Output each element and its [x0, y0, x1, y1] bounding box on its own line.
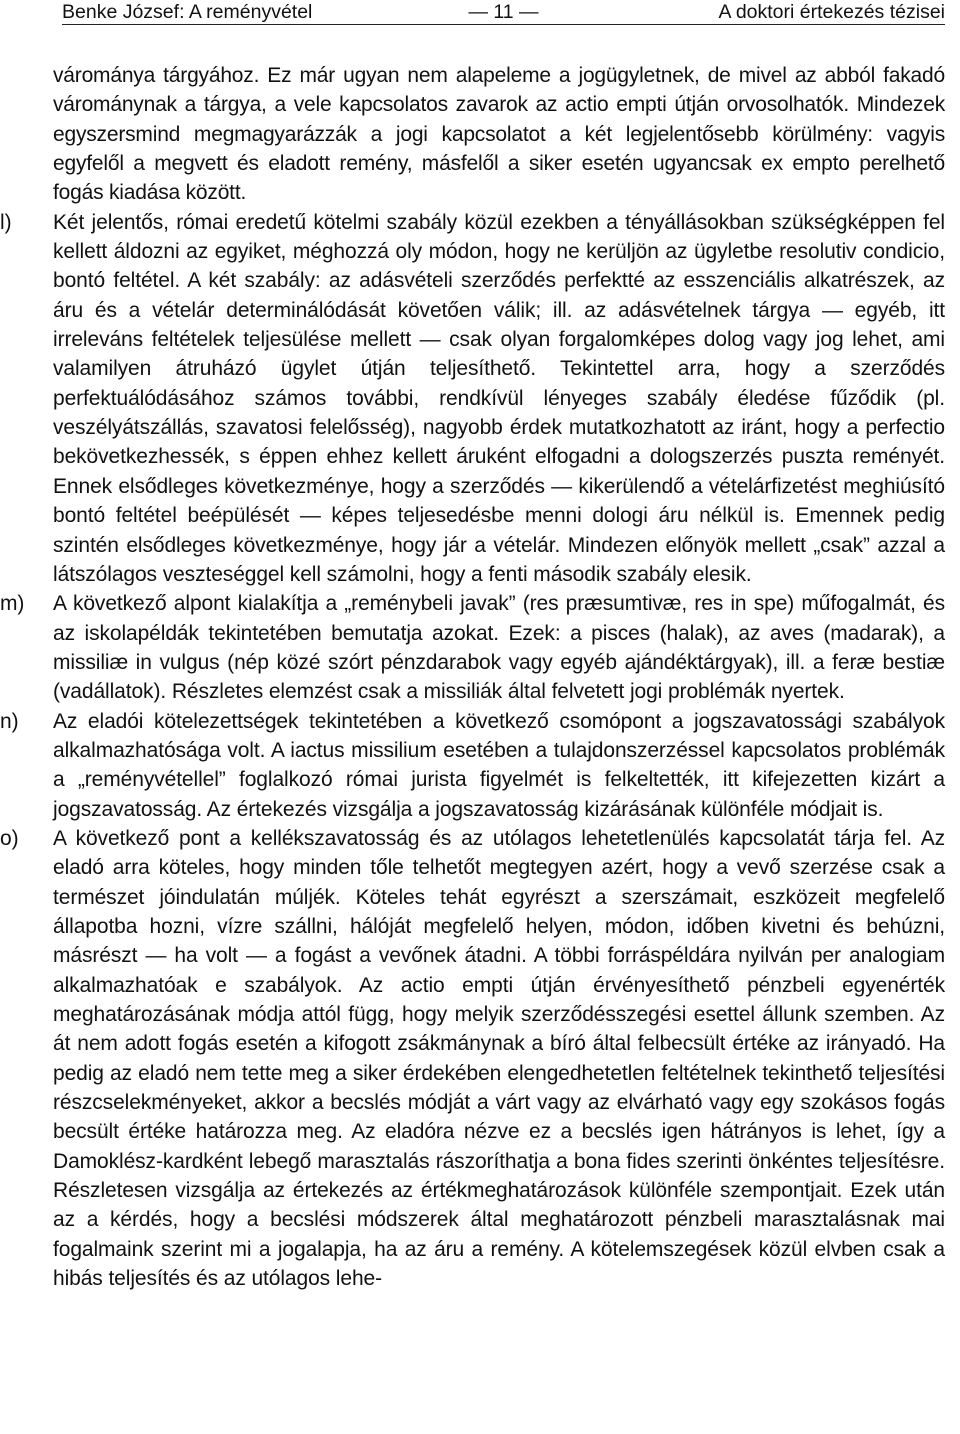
paragraph-text: Két jelentős, római eredetű kötelmi szabály közül ezekben a tényállásokban szükségképpen fel kellett áldozni az egyiket, méghozzá oly módon, hogy ne kerüljön az ügyletbe resolutiv condicio, bontó feltétel. A két szabály: az adásvételi szerződés perfektté az esszenciális alkatrészek, az áru és a vételár determinálódását követően válik; ill. az adásvételnek tárgya — egyéb, itt irreleváns feltételek teljesülése mellett — csak olyan forgalomképes dolog vagy jog lehet, ami valamilyen átruházó ügylet útján teljesíthető. Tekintettel arra, hogy a szerződés perfektuálódásához számos további, rendkívül lényeges szabály éledése fűződik (pl. veszélyátszállás, szavatosi felelősség), nagyobb érdek mutatkozhatott az iránt, hogy a perfectio bekövetkezhessék, s éppen ehhez kellett áruként elfogadni a dologszerzés puszta reményét. Ennek elsődleges következménye, hogy a szerződés — kikerülendő a vételárfizetést meghiúsító bontó feltétel beépülését — képes teljesedésbe menni dologi áru nélkül is. Emennek pedig szintén elsődleges következménye, hogy jár a vételár. Mindezen előnyök mellett „csak” azzal a látszólagos veszteséggel kell számolni, hogy a fenti második szabály elesik. — [53, 210, 945, 586]
paragraph-text: Az eladói kötelezettségek tekintetében a következő csomópont a jogszavatossági szabályok alkalmazhatósága volt. A iactus missilium esetében a tulajdonszerzéssel kapcsolatos problémák a „reményvétellel” foglalkozó római jurista figyelmét is felkeltették, itt kifejezetten kizárt a jogszavatosság. Az értekezés vizsgálja a jogszavatosság kizárásának különféle módjait is. — [53, 709, 945, 821]
paragraph-n — [0, 707, 945, 824]
header-document-title: A doktori értekezés tézisei — [718, 1, 945, 23]
paragraph-marker: n) — [0, 709, 19, 733]
paragraph-text: A következő pont a kellékszavatosság és az utólagos lehetetlenülés kapcsolatát tárja fel. Az eladó arra köteles, hogy minden tőle telhetőt megtegyen azért, hogy a vevő szerzése csak a természet jóindulatán múljék. Köteles tehát egyrészt a szerszámait, eszközeit megfelelő állapotba hozni, vízre szállni, hálóját megfelelő helyen, módon, időben kivetni és behúzni, másrészt — ha volt — a fogást a vevőnek átadni. A többi forráspéldára nyilván per analogiam alkalmazhatóak e szabályok. Az actio empti útján érvényesíthető pénzbeli egyenérték meghatározásának módja attól függ, hogy melyik szerződésszegési esettel állunk szemben. Az át nem adott fogás esetén a kifogott zsákmánynak a bíró által felbecsült értéke az irányadó. Ha pedig az eladó nem tette meg a siker érdekében elengedhetetlen feltételnek tekinthető teljesítési részcselekményeket, akkor a becslés módját a várt vagy az elvárható vagy egy szokásos fogás becsült értéke határozza meg. Az eladóra nézve ez a becslés igen hátrányos is lehet, így a Damoklész-kardként lebegő marasztalás rászoríthatja a bona fides szerinti önkéntes teljesítésre. Részletesen vizsgálja az értekezés az értékmeghatározások különféle szempontjait. Ezek után az a kérdés, hogy a becslési módszerek által meghatározott pénzbeli marasztalásnak mai fogalmaink szerint mi a jogalapja, ha az áru a remény. A kötelemszegések közül elvben csak a hibás teljesítés és az utólagos lehe- — [53, 826, 945, 1291]
paragraph-l — [0, 208, 945, 589]
page-body — [0, 61, 945, 1293]
paragraph-marker: l) — [0, 210, 12, 234]
paragraph-marker: m) — [0, 592, 25, 616]
header-page-number: — 11 — — [468, 1, 539, 23]
running-header — [62, 0, 945, 25]
header-author-title: Benke József: A reményvétel — [62, 1, 313, 23]
paragraph-continuation — [0, 61, 945, 208]
paragraph-marker: o) — [0, 826, 19, 850]
paragraph-o — [0, 824, 945, 1294]
paragraph-m — [0, 589, 945, 706]
paragraph-text: A következő alpont kialakítja a „reménybeli javak” (res præsumtivæ, res in spe) műfogalmát, és az iskolapéldák tekintetében bemutatja azokat. Ezek: a pisces (halak), az aves (madarak), a missiliæ in vulgus (nép közé szórt pénzdarabok vagy egyéb ajándéktárgyak), ill. a feræ bestiæ (vadállatok). Részletes elemzést csak a missiliák által felvetett jogi problémák nyertek. — [53, 592, 945, 704]
paragraph-text: várománya tárgyához. Ez már ugyan nem alapeleme a jogügyletnek, de mivel az abból fakadó várománynak a tárgya, a vele kapcsolatos zavarok az actio empti útján orvosolhatók. Mindezek egyszersmind megmagyarázzák a jogi kapcsolatot a két legjelentősebb körülmény: vagyis egyfelől a megvett és eladott remény, másfelől a siker esetén ugyancsak ex empto perelhető fogás kiadása között. — [53, 64, 945, 205]
